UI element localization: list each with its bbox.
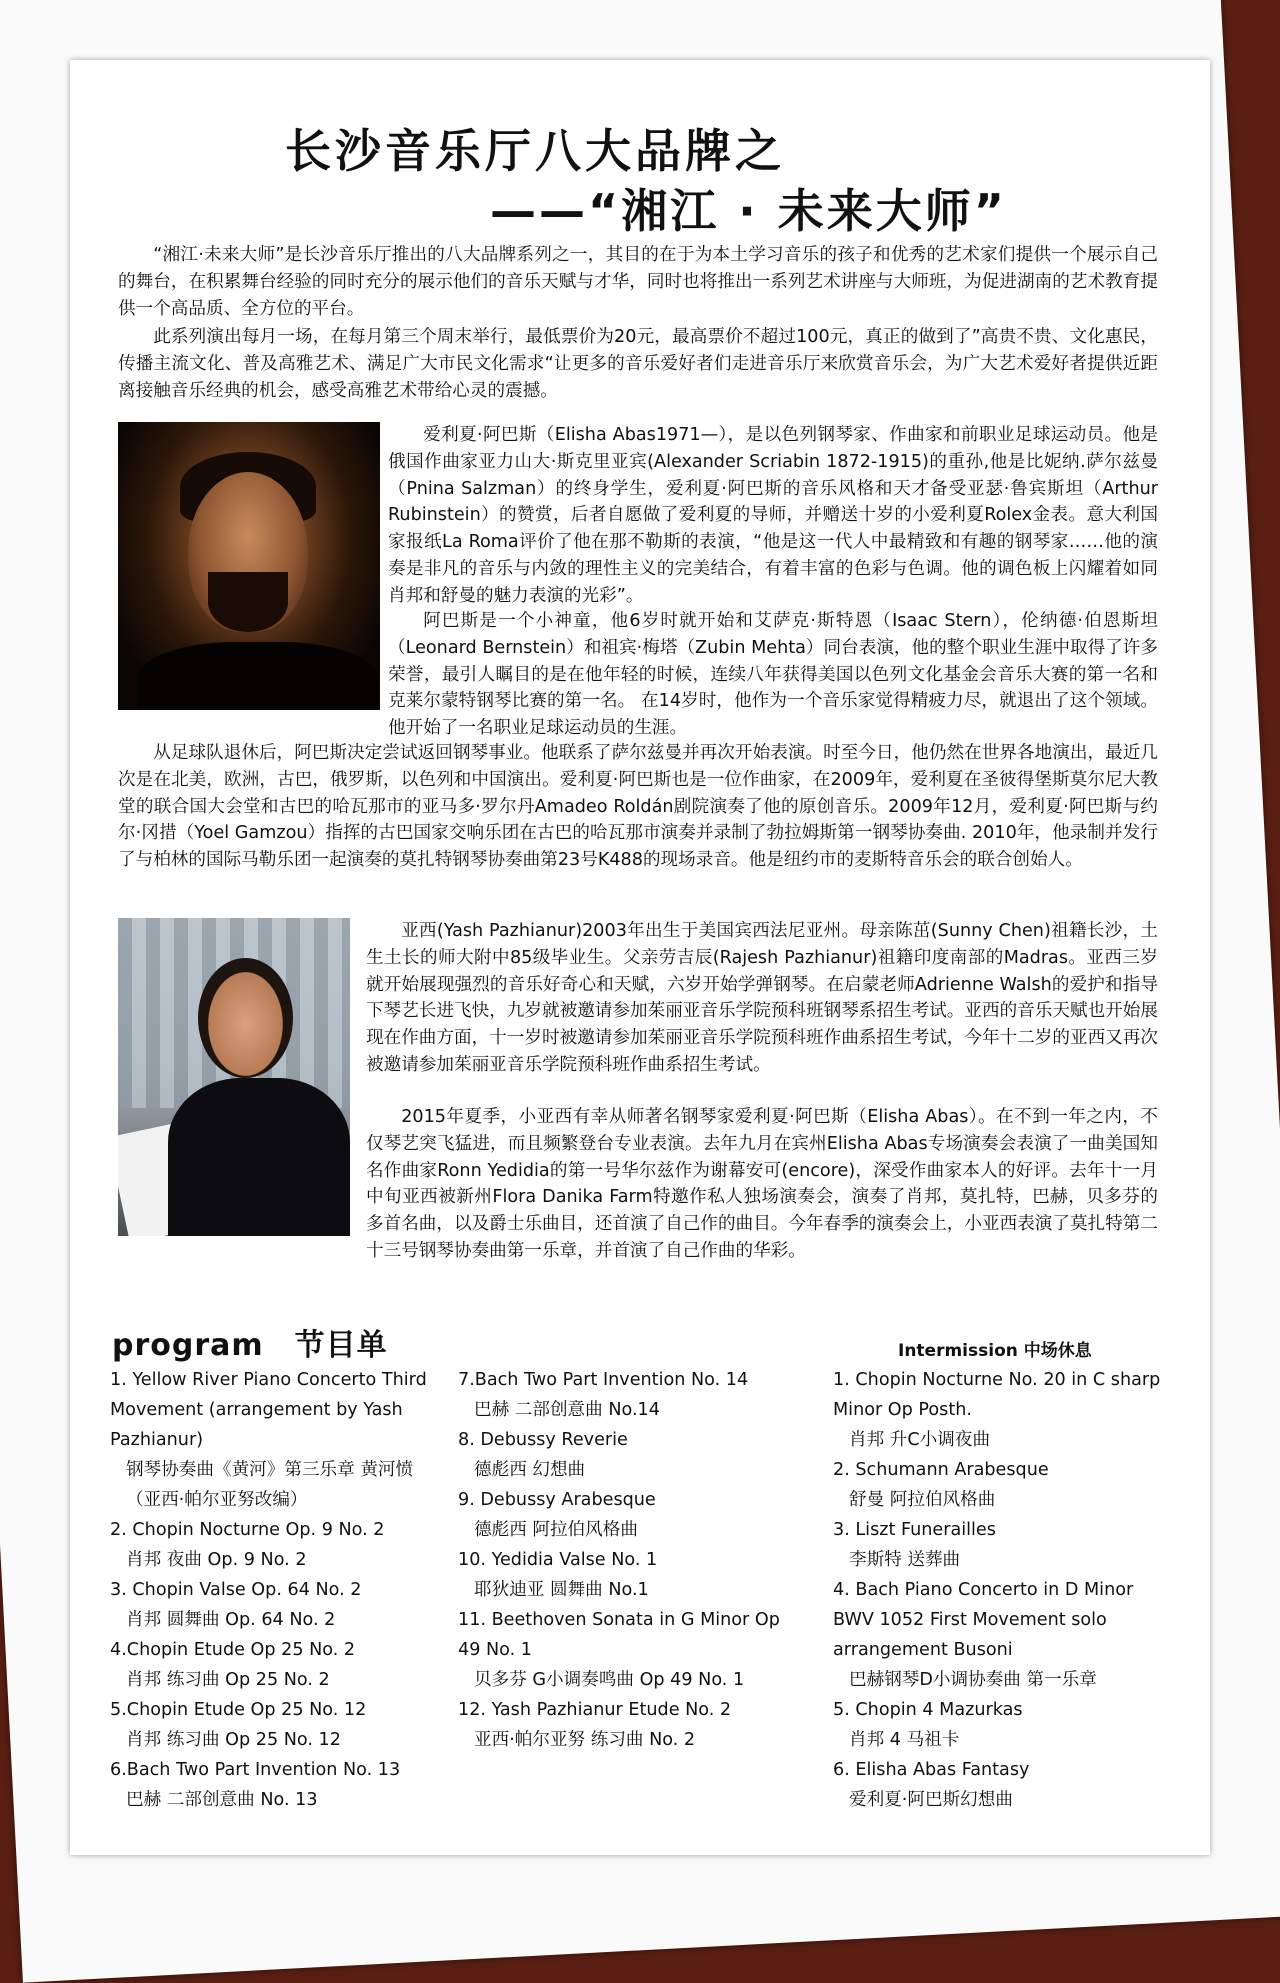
program-column-2 xyxy=(458,1365,788,1755)
yash-paragraph-1: 亚西(Yash Pazhianur)2003年出生于美国宾西法尼亚州。母亲陈茁(Sunny Chen)祖籍长沙，土生土长的师大附中85级毕业生。父亲劳吉辰(Rajesh Pazhianur)祖籍印度南部的Madras。亚西三岁就开始展现强烈的音乐好奇心和天赋，六岁开始学弹钢琴。在启蒙老师Adrienne Walsh的爱护和指导下琴艺长进飞快，九岁就被邀请参加茱丽亚音乐学院预科班钢琴系招生考试。亚西的音乐天赋也开始展现在作曲方面，十一岁时被邀请参加茱丽亚音乐学院预科班作曲系招生考试，今年十二岁的亚西又再次被邀请参加茱丽亚音乐学院预科班作曲系招生考试。 xyxy=(366,921,1158,1075)
piece-title-cn: 肖邦 夜曲 Op. 9 No. 2 xyxy=(126,1550,307,1570)
piece-title-cn: 肖邦 圆舞曲 Op. 64 No. 2 xyxy=(126,1610,336,1630)
piece-title-cn: 亚西·帕尔亚努 练习曲 No. 2 xyxy=(474,1730,696,1750)
piece-title-en: 5.Chopin Etude Op 25 No. 12 xyxy=(110,1700,367,1720)
abas-paragraph-2: 阿巴斯是一个小神童，他6岁时就开始和艾萨克·斯特恩（Isaac Stern），伦纳德·伯恩斯坦（Leonard Bernstein）和祖宾·梅塔（Zubin Mehta）同台表演，他的整个职业生涯中取得了许多荣誉，最引人瞩目的是在他年轻的时候，连续八年获得美国以色列文化基金会音乐大赛的第一名和克莱尔蒙特钢琴比赛的第一名。 在14岁时，他作为一个音乐家觉得精疲力尽，就退出了这个领域。他开始了一名职业足球运动员的生涯。 xyxy=(388,611,1158,739)
piece-title-cn: 耶狄迪亚 圆舞曲 No.1 xyxy=(474,1580,649,1600)
piece-title-cn: 肖邦 练习曲 Op 25 No. 12 xyxy=(126,1730,341,1750)
yash-paragraph-2: 2015年夏季，小亚西有幸从师著名钢琴家爱利夏·阿巴斯（Elisha Abas）。在不到一年之内，不仅琴艺突飞猛进，而且频繁登台专业表演。去年九月在宾州Elisha Abas专场演奏会表演了一曲美国知名作曲家Ronn Yedidia的第一号华尔兹作为谢幕安可(encore)，深受作曲家本人的好评。去年十一月中旬亚西被新州Flora Danika Farm特邀作私人独场演奏会，演奏了肖邦，莫扎特，巴赫，贝多芬的多首名曲，以及爵士乐曲目，还首演了自己作的曲目。今年春季的演奏会上，小亚西表演了莫扎特第二十三号钢琴协奏曲第一乐章，并首演了自己作曲的华彩。 xyxy=(366,1107,1158,1261)
piece-title-cn: 舒曼 阿拉伯风格曲 xyxy=(849,1490,996,1510)
piece-title-en: 1. Chopin Nocturne No. 20 in C sharp Minor Op Posth. xyxy=(833,1370,1161,1420)
piece-title-en: 1. Yellow River Piano Concerto Third Movement (arrangement by Yash Pazhianur) xyxy=(110,1370,427,1450)
list-item xyxy=(833,1575,1178,1695)
piece-title-en: 3. Liszt Funerailles xyxy=(833,1520,996,1540)
piece-title-en: 2. Chopin Nocturne Op. 9 No. 2 xyxy=(110,1520,385,1540)
program-column-3 xyxy=(833,1365,1178,1815)
piece-title-en: 12. Yash Pazhianur Etude No. 2 xyxy=(458,1700,732,1720)
list-item xyxy=(110,1515,430,1575)
intro-paragraph-2: 此系列演出每月一场，在每月第三个周末举行，最低票价为20元，最高票价不超过100元，真正的做到了”高贵不贵、文化惠民，传播主流文化、普及高雅艺术、满足广大市民文化需求“让更多的音乐爱好者们走进音乐厅来欣赏音乐会，为广大艺术爱好者提供近距离接触音乐经典的机会，感受高雅艺术带给心灵的震撼。 xyxy=(118,327,1158,401)
list-item xyxy=(833,1455,1178,1515)
intro-paragraph-1: “湘江·未来大师”是长沙音乐厅推出的八大品牌系列之一，其目的在于为本土学习音乐的孩子和优秀的艺术家们提供一个展示自己的舞台，在积累舞台经验的同时充分的展示他们的音乐天赋与才华，同时也将推出一系列艺术讲座与大师班，为促进湖南的艺术教育提供一个高品质、全方位的平台。 xyxy=(118,245,1158,319)
list-item xyxy=(833,1515,1178,1575)
list-item xyxy=(110,1365,430,1515)
elisha-abas-photo xyxy=(118,422,380,710)
piece-title-cn: 巴赫 二部创意曲 No.14 xyxy=(474,1400,660,1420)
list-item xyxy=(833,1755,1178,1815)
poster-page xyxy=(70,60,1210,1855)
piece-title-cn: 肖邦 练习曲 Op 25 No. 2 xyxy=(126,1670,330,1690)
page-title: 长沙音乐厅八大品牌之 xyxy=(285,124,785,178)
list-item xyxy=(833,1695,1178,1755)
intermission-label: Intermission 中场休息 xyxy=(898,1341,1092,1361)
piece-title-en: 6.Bach Two Part Invention No. 13 xyxy=(110,1760,401,1780)
piece-title-cn: 巴赫 二部创意曲 No. 13 xyxy=(126,1790,318,1810)
piece-title-en: 8. Debussy Reverie xyxy=(458,1430,628,1450)
program-column-1 xyxy=(110,1365,430,1815)
piece-title-cn: 巴赫钢琴D小调协奏曲 第一乐章 xyxy=(849,1670,1097,1690)
piece-title-en: 4. Bach Piano Concerto in D Minor BWV 1052 First Movement solo arrangement Busoni xyxy=(833,1580,1134,1660)
piece-title-en: 6. Elisha Abas Fantasy xyxy=(833,1760,1030,1780)
piece-title-cn: 钢琴协奏曲《黄河》第三乐章 黄河愤（亚西·帕尔亚努改编） xyxy=(126,1460,414,1510)
list-item xyxy=(110,1575,430,1635)
list-item xyxy=(458,1425,788,1485)
list-item xyxy=(110,1755,430,1815)
piece-title-en: 3. Chopin Valse Op. 64 No. 2 xyxy=(110,1580,362,1600)
program-heading: program 节目单 xyxy=(112,1328,388,1363)
list-item xyxy=(110,1635,430,1695)
piece-title-cn: 肖邦 升C小调夜曲 xyxy=(849,1430,991,1450)
page-subtitle: ——“湘江 · 未来大师” xyxy=(490,184,1007,238)
list-item xyxy=(833,1365,1178,1455)
abas-paragraph-3: 从足球队退休后，阿巴斯决定尝试返回钢琴事业。他联系了萨尔兹曼并再次开始表演。时至今日，他仍然在世界各地演出，最近几次是在北美，欧洲，古巴，俄罗斯，以色列和中国演出。爱利夏·阿巴斯也是一位作曲家，在2009年，爱利夏在圣彼得堡斯莫尔尼大教堂的联合国大会堂和古巴的哈瓦那市的亚马多·罗尔丹Amadeo Roldán剧院演奏了他的原创音乐。2009年12月，爱利夏·阿巴斯与约尔·冈措（Yoel Gamzou）指挥的古巴国家交响乐团在古巴的哈瓦那市演奏并录制了勃拉姆斯第一钢琴协奏曲. 2010年，他录制并发行了与柏林的国际马勒乐团一起演奏的莫扎特钢琴协奏曲第23号K488的现场录音。他是纽约市的麦斯特音乐会的联合创始人。 xyxy=(118,743,1158,871)
piece-title-en: 2. Schumann Arabesque xyxy=(833,1460,1049,1480)
list-item xyxy=(458,1605,788,1695)
piece-title-en: 10. Yedidia Valse No. 1 xyxy=(458,1550,658,1570)
list-item xyxy=(458,1365,788,1425)
piece-title-en: 11. Beethoven Sonata in G Minor Op 49 No. 1 xyxy=(458,1610,780,1660)
piece-title-cn: 德彪西 幻想曲 xyxy=(474,1460,586,1480)
piece-title-cn: 贝多芬 G小调奏鸣曲 Op 49 No. 1 xyxy=(474,1670,745,1690)
piece-title-en: 4.Chopin Etude Op 25 No. 2 xyxy=(110,1640,356,1660)
piece-title-cn: 爱利夏·阿巴斯幻想曲 xyxy=(849,1790,1013,1810)
yash-pazhianur-photo xyxy=(118,918,350,1236)
piece-title-cn: 肖邦 4 马祖卡 xyxy=(849,1730,960,1750)
piece-title-en: 7.Bach Two Part Invention No. 14 xyxy=(458,1370,749,1390)
piece-title-en: 5. Chopin 4 Mazurkas xyxy=(833,1700,1023,1720)
abas-paragraph-1: 爱利夏·阿巴斯（Elisha Abas1971—），是以色列钢琴家、作曲家和前职业足球运动员。他是俄国作曲家亚力山大·斯克里亚宾(Alexander Scriabin 1872-1915)的重孙,他是比妮纳.萨尔兹曼（Pnina Salzman）的终身学生，爱利夏·阿巴斯的音乐风格和天才备受亚瑟·鲁宾斯坦（Arthur Rubinstein）的赞赏，后者自愿做了爱利夏的导师，并赠送十岁的小爱利夏Rolex金表。意大利国家报纸La Roma评价了他在那不勒斯的表演，“他是这一代人中最精致和有趣的钢琴家……他的演奏是非凡的音乐与内敛的理性主义的完美结合，有着丰富的色彩与色调。他的调色板上闪耀着如同肖邦和舒曼的魅力表演的光彩”。 xyxy=(388,425,1158,606)
piece-title-en: 9. Debussy Arabesque xyxy=(458,1490,656,1510)
list-item xyxy=(458,1695,788,1755)
piece-title-cn: 德彪西 阿拉伯风格曲 xyxy=(474,1520,638,1540)
piece-title-cn: 李斯特 送葬曲 xyxy=(849,1550,961,1570)
list-item xyxy=(458,1485,788,1545)
list-item xyxy=(110,1695,430,1755)
list-item xyxy=(458,1545,788,1605)
